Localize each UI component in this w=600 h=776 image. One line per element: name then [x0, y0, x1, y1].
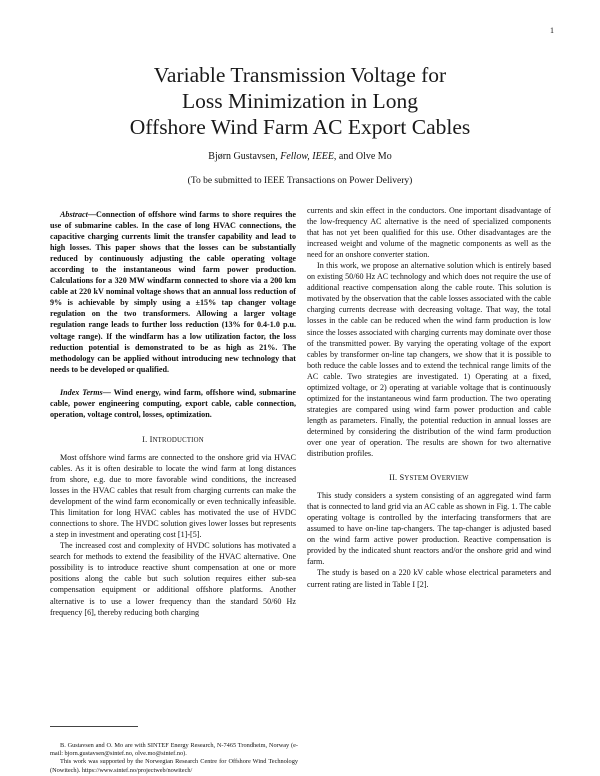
section-title-part: S — [399, 473, 405, 483]
section-title-part: O — [430, 473, 437, 483]
section-numeral: I. — [142, 434, 150, 444]
paragraph: The increased cost and complexity of HVDC solutions has motivated a search for methods to extend the feasibility of the HVAC alternative. One possibility is to introduce reactive shunt compensation at one or more positions along the cable but such solution requires either sub-sea compensation equipment or additional offshore platforms. Another alternative is to use a lower frequency than the standard 50/60 Hz frequency [6], thereby reducing both charging — [50, 541, 296, 617]
title-line: Loss Minimization in Long — [182, 89, 418, 113]
title-line: Offshore Wind Farm AC Export Cables — [129, 115, 471, 139]
section-title-part: NTRODUCTION — [152, 436, 204, 444]
section-title-part: I — [149, 434, 153, 444]
author-name: , and Olve Mo — [333, 151, 392, 162]
section-heading-introduction — [50, 434, 296, 446]
paragraph: currents and skin effect in the conductors. One important disadvantage of the low-frequency AC alternative is the need of specialized components that has not yet been qualified for this use. Other disadvantages are the increased weight and volume of the magnetic components as well as the need for an onshore converter station. — [307, 206, 551, 260]
paragraph: In this work, we propose an alternative solution which is entirely based on existing 50/60 Hz AC technology and which does not require the use of additional reactive compensation along the cable route. This solution is motivated by the observation that the cable losses associated with the cable charging currents decrease with decreasing voltage. That way, the total losses in the cable can be reduced when the wind farm production is low since the losses associated with charging currents may dominate over those of the transmitted power. By varying the operating voltage of the export cables by transformer on-line tap changers, we show that it is possible to both reduce the cable losses and to extend the technical range limits of the AC cable. Two strategies are investigated. 1) Operating at a fixed, optimized voltage, or 2) operating at variable voltage that is continuously optimized for the instantaneous wind farm production. The two operating strategies are compared using wind farm power production and cable length as parameters. Finally, the potential reduction in annual losses are determined by considering the distribution of the wind farm production over one year of operation. The results are shown for two alternative distribution profiles. — [307, 261, 551, 459]
paragraph: This study considers a system consisting of an aggregated wind farm that is connected to land grid via an AC cable as shown in Fig. 1. The cable operating voltage is controlled by the interfacing transformers that are assumed to have on-line tap-changers. The tap-changer is adjusted based on the wind farm active power production. Reactive compensation is provided by the indicated shunt reactors and/or the onshore grid and wind farm. — [307, 491, 551, 567]
title-line: Variable Transmission Voltage for — [153, 63, 447, 87]
index-terms-label: Index Terms — [60, 387, 103, 397]
footnotes — [50, 742, 298, 775]
abstract-text: —Connection of offshore wind farms to shore requires the use of submarine cables. In the case of long HVAC connections, the capacitive charging currents limit the transfer capability and lead to high losses. This paper shows that the losses can be substantially reduced by continuously adjusting the cable operating voltage according to the instantaneous wind farm power production. Calculations for a 320 MW windfarm connected to shore via a 200 km cable at 220 kV nominal voltage shows that an annual loss reduction of 9% is achievable by simply using a ±15% tap changer voltage regulation on the two transformers. Allowing a larger voltage regulation range leads to further loss reduction (13% for 0.4-1.0 p.u. voltage range). If the windfarm has a low utilization factor, the loss reduction potential is demonstrated to be as high as 21%. The methodology can be applied without introducing new technology that needs to be developed or qualified. — [50, 210, 296, 374]
page-number: 1 — [550, 26, 554, 35]
section-numeral: II. — [389, 473, 400, 483]
left-column — [50, 209, 296, 618]
section-title-part: YSTEM — [404, 475, 431, 483]
paragraph: Most offshore wind farms are connected to the onshore grid via HVAC cables. As it is often desirable to locate the wind farm at long distances from shore, e.g. due to more favorable wind conditions, the increased losses in the HVAC cables that result from charging currents can make the development of the wind farm economically or even technically infeasible. This limitation for long HVAC cables has motivated the use of HVDC connections to shore. The HVDC solution gives lower losses but represents a step in investment and operating cost [1]-[5]. — [50, 452, 296, 540]
section-title-part: VERVIEW — [436, 475, 469, 483]
index-terms-text: — Wind energy, wind farm, offshore wind, submarine cable, power engineering computing, export cable, cable connection, operation, voltage control, losses, optimization. — [50, 387, 296, 419]
author-line — [0, 151, 600, 162]
author-credentials: Fellow, IEEE — [280, 151, 334, 162]
index-terms — [50, 387, 296, 420]
submission-note: (To be submitted to IEEE Transactions on Power Delivery) — [187, 176, 413, 186]
abstract — [50, 209, 296, 375]
section-heading-system-overview — [307, 472, 551, 484]
footnote-divider — [50, 726, 138, 727]
paper-title — [0, 62, 600, 140]
author-name: Bjørn Gustavsen, — [208, 151, 281, 162]
footnote: This work was supported by the Norwegian Research Centre for Offshore Wind Technology (Nowitech). https://www.sintef.no/projectweb/nowitech/ — [50, 758, 298, 774]
paragraph: The study is based on a 220 kV cable whose electrical parameters and current rating are listed in Table I [2]. — [307, 568, 551, 589]
abstract-label: Abstract — [60, 210, 88, 219]
footnote: B. Gustavsen and O. Mo are with SINTEF Energy Research, N-7465 Trondheim, Norway (e-mail: bjorn.gustavsen@sintef.no, olve.mo@sintef.no). — [50, 742, 298, 758]
right-column — [307, 205, 551, 590]
